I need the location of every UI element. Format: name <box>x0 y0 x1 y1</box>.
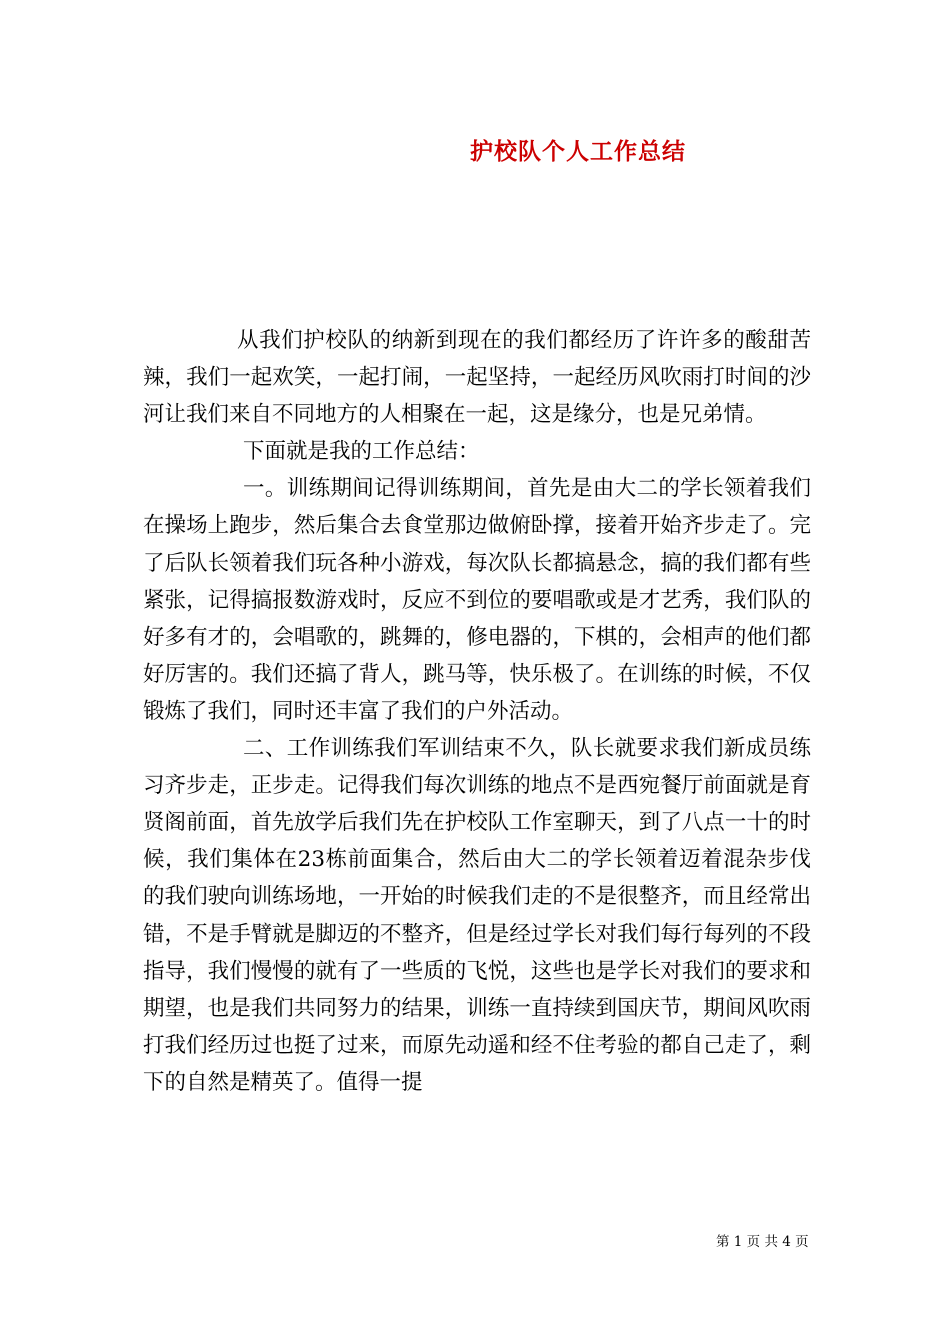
paragraph-section-two: 二、工作训练我们军训结束不久，队长就要求我们新成员练习齐步走，正步走。记得我们每次训练的地点不是西宛餐厅前面就是育贤阁前面，首先放学后我们先在护校队工作室聊天，到了八点一十的时候，我们集体在23栋前面集合，然后由大二的学长领着迈着混杂步伐的我们驶向训练场地，一开始的时候我们走的不是很整齐，而且经常出错，不是手臂就是脚迈的不整齐，但是经过学长对我们每行每列的不段指导，我们慢慢的就有了一些质的飞悦，这些也是学长对我们的要求和期望，也是我们共同努力的结果，训练一直持续到国庆节，期间风吹雨打我们经历过也挺了过来，而原先动遥和经不住考验的都自己走了，剩下的自然是精英了。值得一提 <box>143 736 811 1095</box>
paragraph-section-one: 一。训练期间记得训练期间，首先是由大二的学长领着我们在操场上跑步，然后集合去食堂那边做俯卧撑，接着开始齐步走了。完了后队长领着我们玩各种小游戏，每次队长都搞悬念，搞的我们都有些紧张，记得搞报数游戏时，反应不到位的要唱歌或是才艺秀，我们队的好多有才的，会唱歌的，跳舞的，修电器的，下棋的，会相声的他们都好厉害的。我们还搞了背人，跳马等，快乐极了。在训练的时候，不仅锻炼了我们，同时还丰富了我们的户外活动。 <box>143 476 811 724</box>
page-number-footer: 第 1 页 共 4 页 <box>716 1234 809 1250</box>
paragraph-summary-heading: 下面就是我的工作总结： <box>243 439 480 465</box>
document-body <box>143 322 811 1101</box>
document-title: 护校队个人工作总结 <box>470 138 686 165</box>
paragraph-intro: 从我们护校队的纳新到现在的我们都经历了许许多的酸甜苦辣，我们一起欢笑，一起打闹，一起坚持，一起经历风吹雨打时间的沙河让我们来自不同地方的人相聚在一起，这是缘分，也是兄弟情。 <box>143 328 811 428</box>
